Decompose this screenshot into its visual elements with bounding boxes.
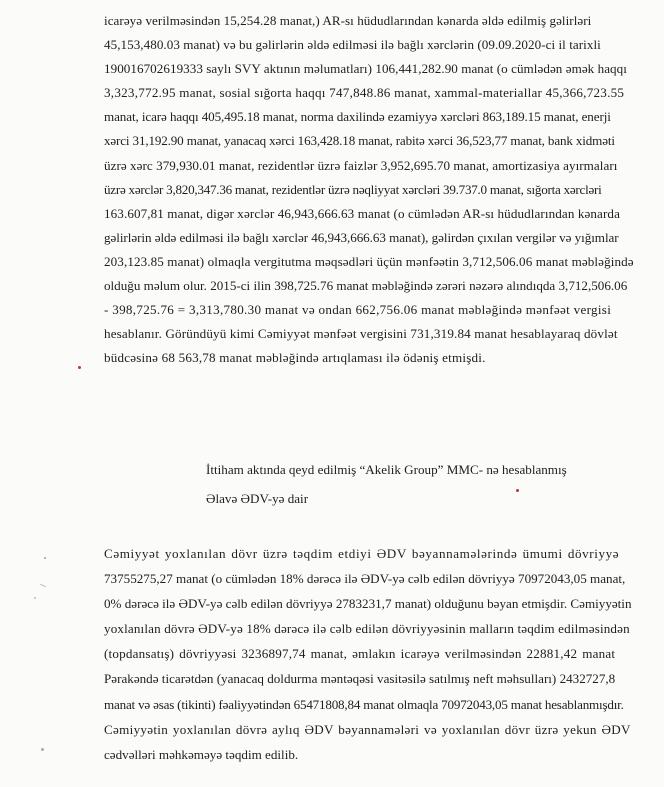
text-line: cədvəlləri məhkəməyə təqdim edilib.	[104, 746, 299, 762]
text-line: (topdansatış) dövriyyəsi 3236897,74 manat, əmlakın icarəyə verilməsindən 22881,42 manat	[104, 646, 616, 662]
text-line: gəlirlərin əldə edilməsi ilə bağlı xərclər 46,943,666.63 manat), gəlirdən çıxılan vergilər və yığımlar	[104, 229, 619, 245]
scan-speck	[516, 489, 519, 492]
text-line: 3,323,772.95 manat, sosial sığorta haqqı 747,848.86 manat, xammal-materiallar 45,366,723.55	[104, 85, 625, 101]
heading-line: Əlavə ƏDV-yə dair	[206, 491, 309, 506]
text-line: manat, icarə haqqı 405,495.18 manat, norma daxilində ezamiyyə xərcləri 863,189.15 manat, enerji	[104, 109, 611, 125]
text-line: xərci 31,192.90 manat, yanacaq xərci 163,428.18 manat, rabitə xərci 36,523,77 manat, bank xidməti	[104, 133, 615, 149]
section-heading	[206, 455, 567, 513]
text-line: 190016702619333 saylı SVY aktının məlumatları) 106,441,282.90 manat (o cümlədən əmək haqqı	[104, 61, 627, 77]
scan-speck	[44, 557, 46, 559]
text-line: hesablanır. Göründüyü kimi Cəmiyyət mənfəət vergisini 731,319.84 manat hesablayaraq dövlət	[104, 326, 618, 342]
text-line: Cəmiyyətin yoxlanılan dövrə aylıq ƏDV bəyannamələri və yoxlanılan dövr üzrə yekun ƏDV	[104, 721, 631, 737]
text-line: 73755275,27 manat (o cümlədən 18% dərəcə ilə ƏDV-yə cəlb edilən dövriyyə 70972043,05 manat,	[104, 571, 626, 587]
scan-speck	[40, 584, 46, 587]
text-line: icarəyə verilməsindən 15,254.28 manat,) AR-sı hüdudlarından kənarda əldə edilmiş gəlirləri	[104, 13, 592, 28]
paragraph-vat	[104, 541, 632, 767]
text-line: 163.607,81 manat, digər xərclər 46,943,666.63 manat (o cümlədən AR-sı hüdudlarından kənarda	[104, 205, 620, 221]
text-line: yoxlanılan dövrə ƏDV-yə 18% dərəcə ilə cəlb edilən dövriyyəsinin malların təqdim edilməsindən	[104, 621, 630, 637]
heading-line: İttiham aktında qeyd edilmiş “Akelik Group” MMC- nə hesablanmış	[206, 462, 567, 477]
text-line: - 398,725.76 = 3,313,780.30 manat və ondan 662,756.06 manat məbləğində mənfəət vergisi	[104, 302, 612, 318]
scan-speck	[41, 748, 44, 751]
text-line: manat və əsas (tikinti) fəaliyyətindən 65471808,84 manat olmaqla 70972043,05 manat hesablanmışdır.	[104, 696, 624, 712]
text-line: üzrə xərclər 3,820,347.36 manat, rezidentlər üzrə nəqliyyat xərcləri 39.737.0 manat, sığorta xərcləri	[104, 181, 602, 197]
paragraph-tax-profit	[104, 9, 634, 370]
text-line: Pərakəndə ticarətdən (yanacaq doldurma məntəqəsi vasitəsilə satılmış neft məhsulları) 2432727,8	[104, 671, 616, 687]
text-line: 0% dərəcə ilə ƏDV-yə cəlb edilən dövriyyə 2783231,7 manat) olduğunu bəyan etmişdir. Cəmiyyətin	[104, 596, 632, 612]
text-line: 203,123.85 manat) olmaqla vergitutma məqsədləri üçün mənfəətin 3,712,506.06 manat məbləğində	[104, 253, 634, 269]
scan-speck	[78, 366, 81, 369]
scan-speck	[34, 597, 36, 599]
text-line: 45,153,480.03 manat) və bu gəlirlərin əldə edilməsi ilə bağlı xərclərin (09.09.2020-ci il tarixli	[104, 37, 601, 53]
text-line: büdcəsinə 68 563,78 manat məbləğində artıqlaması ilə ödəniş etmişdi.	[104, 350, 486, 366]
text-line: üzrə xərc 379,930.01 manat, rezidentlər üzrə faizlər 3,952,695.70 manat, amortizasiya ayırmaları	[104, 157, 618, 173]
text-line: olduğu məlum olur. 2015-ci ilin 398,725.76 manat məbləğində zərəri nəzərə alındıqda 3,712,506.06	[104, 278, 628, 294]
text-line: Cəmiyyət yoxlanılan dövr üzrə təqdim etdiyi ƏDV bəyannamələrində ümumi dövriyyə	[104, 546, 620, 561]
